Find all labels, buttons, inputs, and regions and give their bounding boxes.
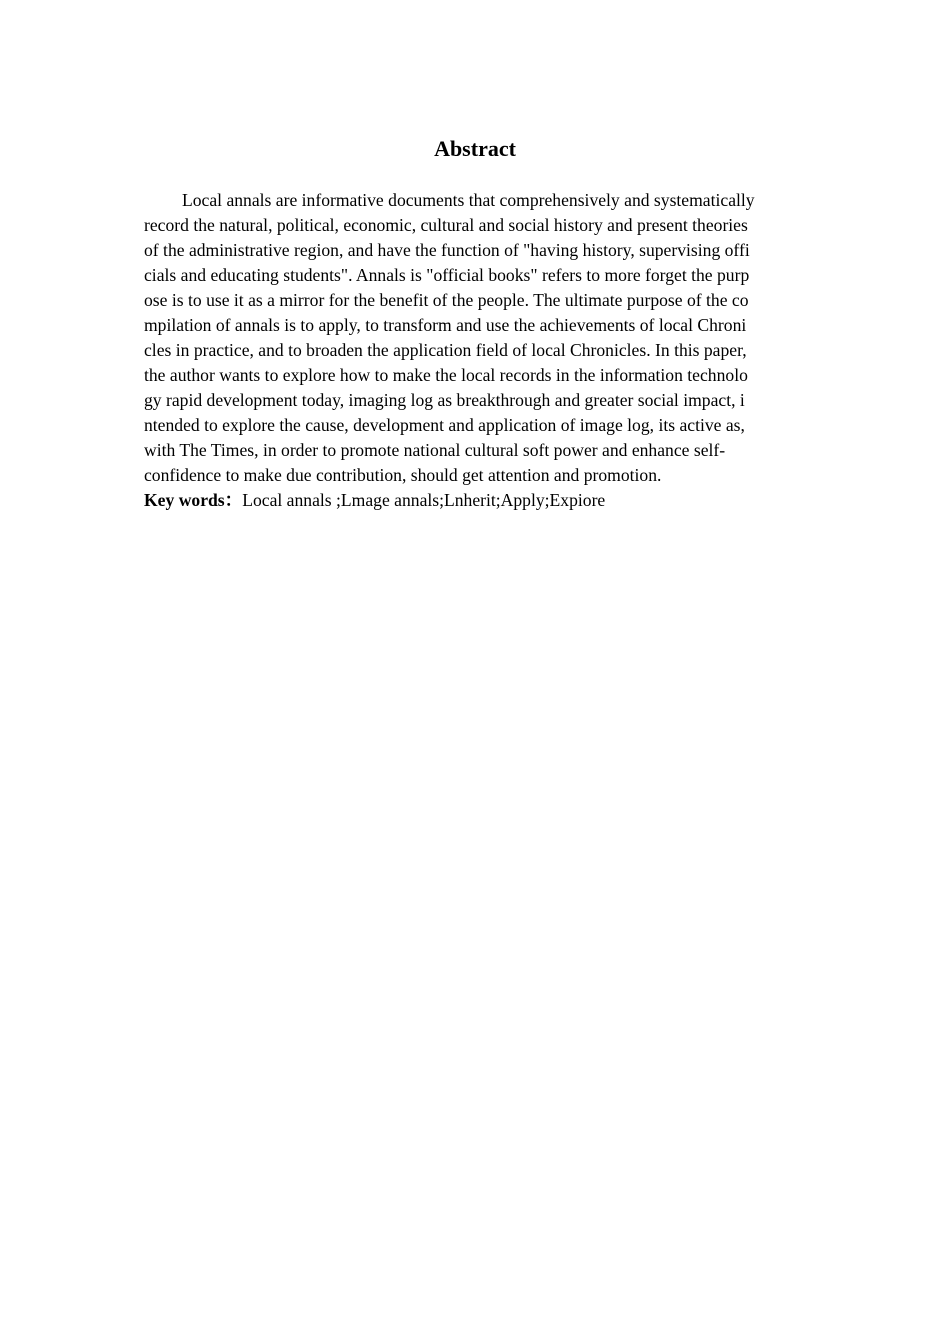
abstract-line: mpilation of annals is to apply, to transform and use the achievements of local Chroni xyxy=(144,315,747,335)
abstract-line: confidence to make due contribution, should get attention and promotion. xyxy=(144,465,662,485)
abstract-line: ntended to explore the cause, development and application of image log, its active as, xyxy=(144,415,745,435)
abstract-line: cles in practice, and to broaden the application field of local Chronicles. In this paper, xyxy=(144,340,747,360)
abstract-line: cials and educating students". Annals is "official books" refers to more forget the purp xyxy=(144,265,750,285)
keywords-list: Local annals ;Lmage annals;Lnherit;Apply;Expiore xyxy=(242,490,606,510)
abstract-line: the author wants to explore how to make the local records in the information technolo xyxy=(144,365,748,385)
abstract-line: of the administrative region, and have the function of "having history, supervising offi xyxy=(144,240,750,260)
abstract-body xyxy=(144,188,809,513)
abstract-line: with The Times, in order to promote national cultural soft power and enhance self- xyxy=(144,440,726,460)
abstract-line: record the natural, political, economic, cultural and social history and present theories xyxy=(144,215,748,235)
abstract-line: ose is to use it as a mirror for the benefit of the people. The ultimate purpose of the co xyxy=(144,290,749,310)
abstract-line: Local annals are informative documents that comprehensively and systematically xyxy=(182,190,755,210)
abstract-heading: Abstract xyxy=(434,136,516,161)
abstract-line: gy rapid development today, imaging log as breakthrough and greater social impact, i xyxy=(144,390,745,410)
keywords-label: Key words： xyxy=(144,490,243,510)
keywords-row xyxy=(144,488,809,513)
